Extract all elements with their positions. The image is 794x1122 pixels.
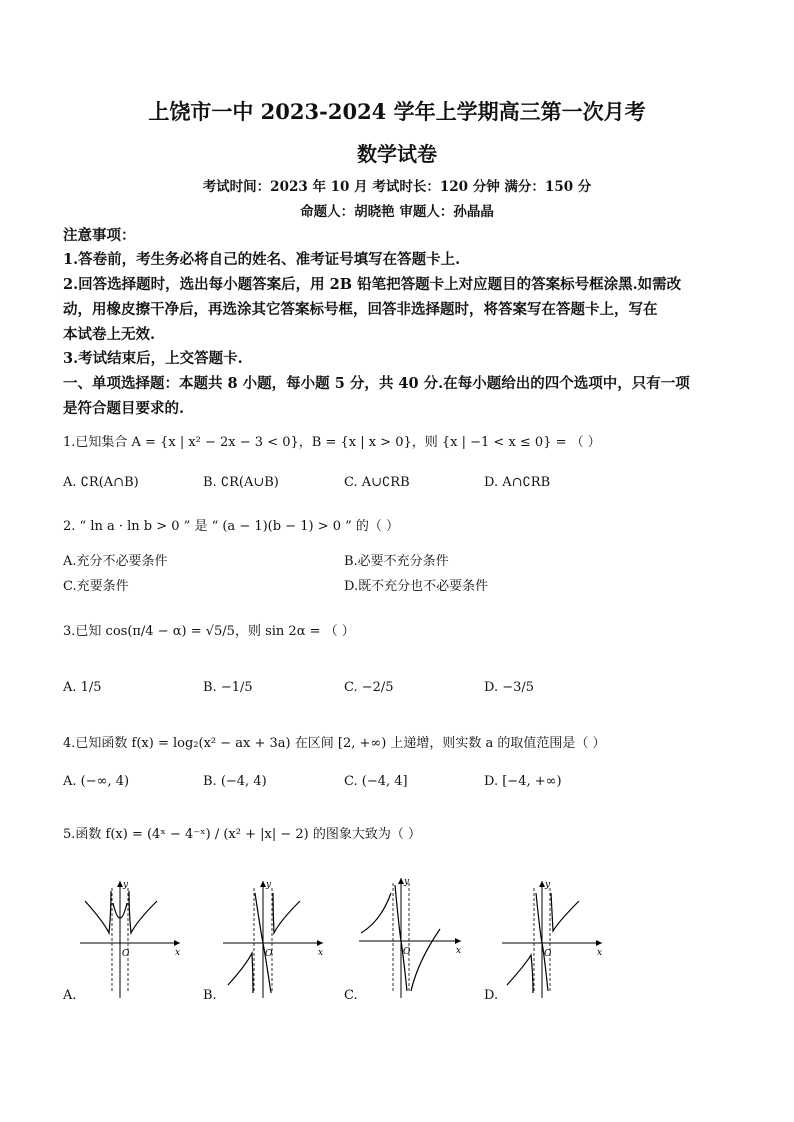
graph-c-x-label: x bbox=[456, 946, 462, 956]
note-line-2b: 动，用橡皮擦干净后，再选涂其它答案标号框，回答非选择题时，将答案写在答题卡上，写在 bbox=[63, 301, 658, 318]
q5-option-d: D. bbox=[484, 988, 499, 1003]
question-5: 5.函数 f(x) = (4ˣ − 4⁻ˣ) / (x² + |x| − 2) 的图象大致为（ ） bbox=[63, 827, 421, 842]
notes-heading: 注意事项： bbox=[63, 227, 136, 244]
note-line-2c: 本试卷上无效. bbox=[63, 326, 156, 343]
q5-graph-b bbox=[218, 873, 328, 1003]
q5-graph-a bbox=[75, 873, 185, 1003]
q3-option-d: D. −3/5 bbox=[484, 680, 535, 695]
graph-c-y-label: y bbox=[404, 877, 410, 887]
q3-option-a: A. 1/5 bbox=[63, 680, 102, 695]
graph-b-origin: O bbox=[265, 949, 273, 959]
page-subtitle: 数学试卷 bbox=[357, 142, 437, 166]
q1-option-a: A. ∁R(A∩B) bbox=[63, 475, 139, 490]
note-line-1: 1.答卷前，考生务必将自己的姓名、准考证号填写在答题卡上. bbox=[63, 251, 461, 268]
page-title: 上饶市一中 2023-2024 学年上学期高三第一次月考 bbox=[148, 99, 646, 124]
graph-b-y-label: y bbox=[266, 880, 272, 890]
graph-a-y-label: y bbox=[123, 880, 129, 890]
q3-option-c: C. −2/5 bbox=[344, 680, 394, 695]
q2-option-b: B.必要不充分条件 bbox=[344, 554, 449, 569]
graph-a-x-label: x bbox=[175, 948, 181, 958]
question-1: 1.已知集合 A = {x | x² − 2x − 3 < 0}，B = {x | x > 0}，则 {x | −1 < x ≤ 0} = （ ） bbox=[63, 435, 601, 450]
q2-option-c: C.充要条件 bbox=[63, 579, 129, 594]
q5-graph-c bbox=[356, 873, 466, 1003]
q4-option-d: D. [−4, +∞) bbox=[484, 774, 562, 789]
q4-option-c: C. (−4, 4] bbox=[344, 774, 408, 789]
q1-option-c: C. A∪∁RB bbox=[344, 475, 410, 490]
question-3: 3.已知 cos(π/4 − α) = √5/5，则 sin 2α = （ ） bbox=[63, 624, 355, 639]
q1-option-d: D. A∩∁RB bbox=[484, 475, 551, 490]
q5-option-b: B. bbox=[203, 988, 217, 1003]
graph-a-origin: O bbox=[122, 949, 130, 959]
exam-info: 考试时间：2023 年 10 月 考试时长：120 分钟 满分：150 分 bbox=[202, 179, 592, 195]
question-2: 2. “ ln a · ln b > 0 ” 是 “ (a − 1)(b − 1) > 0 ” 的（ ） bbox=[63, 519, 400, 534]
graph-d-y-label: y bbox=[545, 880, 551, 890]
graph-b-x-label: x bbox=[318, 948, 324, 958]
q3-option-b: B. −1/5 bbox=[203, 680, 253, 695]
note-line-2a: 2.回答选择题时，选出每小题答案后，用 2B 铅笔把答题卡上对应题目的答案标号框涂黑.如需改 bbox=[63, 276, 682, 293]
q5-option-c: C. bbox=[344, 988, 358, 1003]
section-heading-a: 一、单项选择题：本题共 8 小题，每小题 5 分，共 40 分.在每小题给出的四个选项中，只有一项 bbox=[63, 375, 690, 392]
q2-option-d: D.既不充分也不必要条件 bbox=[344, 579, 489, 594]
q4-option-b: B. (−4, 4) bbox=[203, 774, 267, 789]
note-line-3: 3.考试结束后，上交答题卡. bbox=[63, 350, 243, 367]
graph-c-origin: O bbox=[403, 947, 411, 957]
q1-option-b: B. ∁R(A∪B) bbox=[203, 475, 279, 490]
graph-d-x-label: x bbox=[597, 948, 603, 958]
q4-option-a: A. (−∞, 4) bbox=[63, 774, 130, 789]
question-4: 4.已知函数 f(x) = log₂(x² − ax + 3a) 在区间 [2, +∞) 上递增，则实数 a 的取值范围是（ ） bbox=[63, 736, 606, 751]
exam-authors: 命题人：胡晓艳 审题人：孙晶晶 bbox=[300, 204, 494, 220]
section-heading-b: 是符合题目要求的. bbox=[63, 400, 185, 417]
q2-option-a: A.充分不必要条件 bbox=[63, 554, 168, 569]
q5-option-a: A. bbox=[63, 988, 77, 1003]
graph-d-origin: O bbox=[544, 949, 552, 959]
q5-graph-d bbox=[497, 873, 607, 1003]
